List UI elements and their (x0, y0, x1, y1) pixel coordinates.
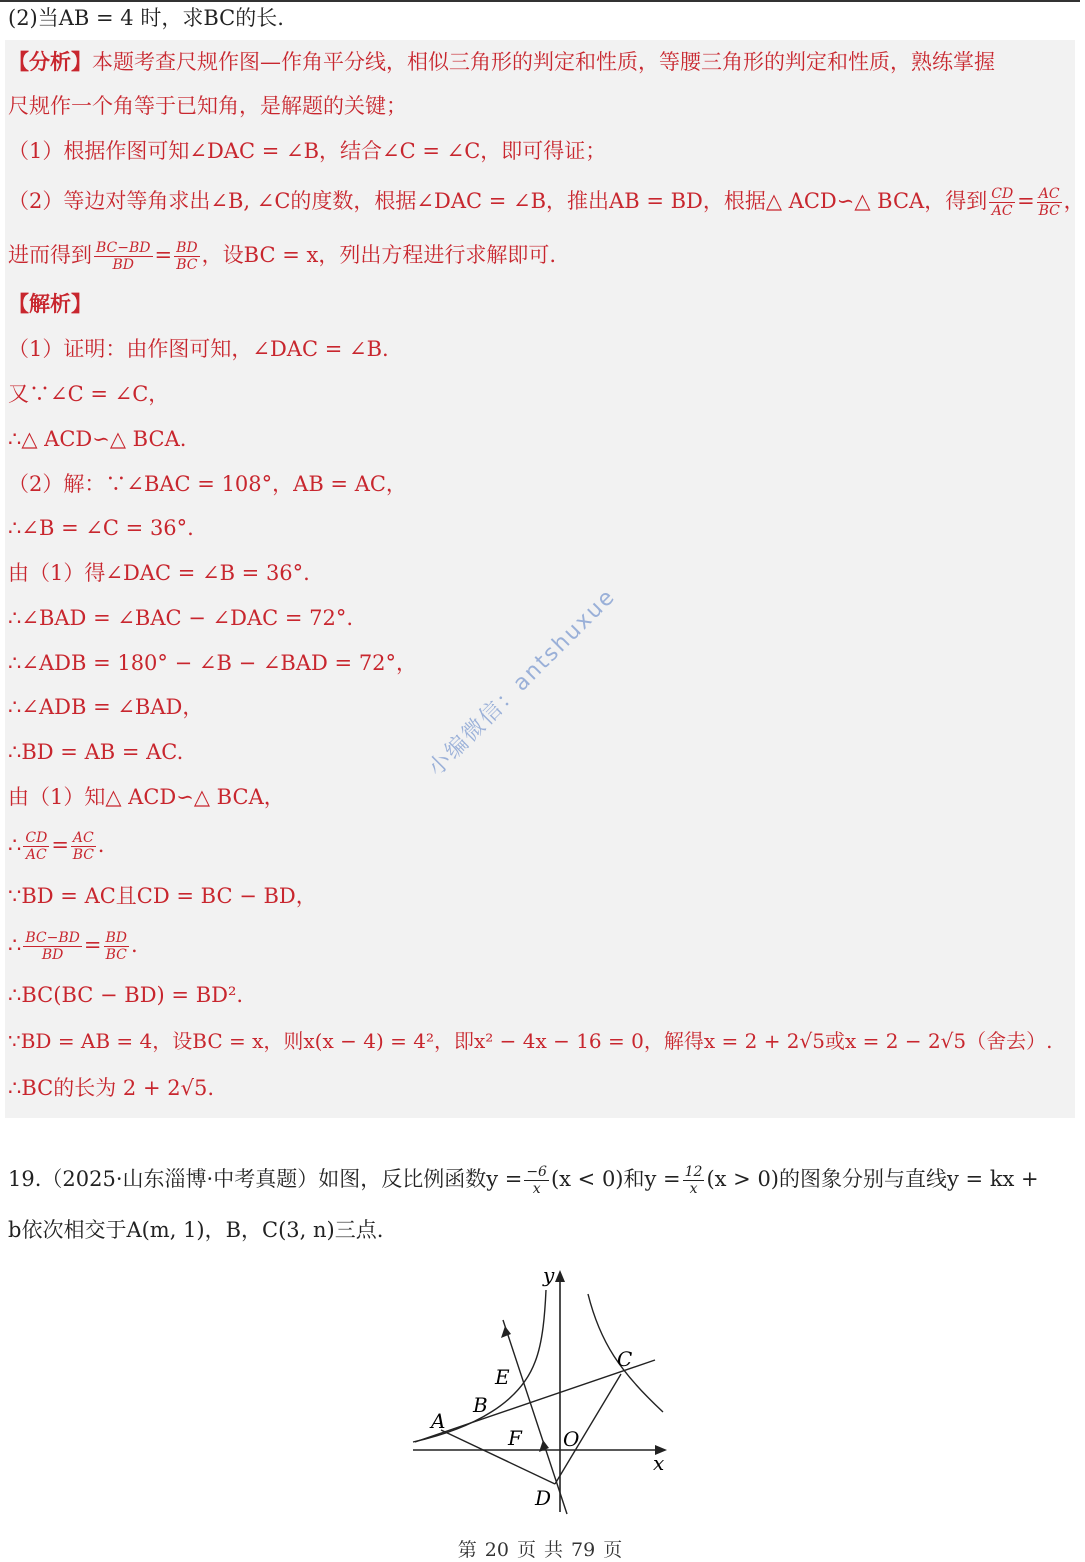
solution-line-6: 由（1）得∠DAC = ∠B = 36°. (8, 561, 310, 585)
fraction (989, 186, 1015, 219)
solution-line-5: ∴∠B = ∠C = 36°. (8, 516, 194, 540)
solution-line-13: ∵BD = AC且CD = BC − BD， (8, 884, 317, 908)
footer-ye: 页 (516, 1539, 536, 1561)
solution-line-16: ∵BD = AB = 4，设BC = x，则x(x − 4) = 4²，即x² − 4x − 16 = 0，解得x = 2 + 2√5或x = 2 − 2√5（舍去）. (8, 1029, 1053, 1053)
footer-ye: 页 (603, 1539, 623, 1561)
solution-line-1: （1）证明：由作图可知，∠DAC = ∠B. (8, 337, 389, 361)
therefore-symbol: ∴ (8, 933, 22, 957)
fraction-denominator: BC (1038, 203, 1060, 219)
label-o: O (563, 1427, 580, 1451)
solution-line-10: ∴BD = AB = AC. (8, 740, 184, 764)
equals-sign: = (51, 833, 69, 857)
line-ac (415, 1360, 655, 1442)
solution-line-8: ∴∠ADB = 180° − ∠B − ∠BAD = 72°， (8, 651, 418, 675)
fraction (524, 1164, 549, 1197)
analysis-title: 【分析】 (8, 49, 92, 74)
punctuation: ， (1063, 189, 1085, 213)
label-d: D (535, 1486, 552, 1510)
fraction-numerator: BD (105, 930, 128, 946)
fraction-numerator: CD (25, 830, 48, 846)
fraction (104, 930, 130, 963)
solution-line-3: ∴△ ACD∽△ BCA. (8, 427, 187, 451)
solution-line-7: ∴∠BAD = ∠BAC − ∠DAC = 72°. (8, 606, 354, 630)
fraction-numerator: AC (1038, 186, 1060, 202)
q19-text-c: (x > 0)的图象分别与直线y = kx + (706, 1167, 1039, 1191)
analysis-line-3: （1）根据作图可知∠DAC = ∠B，结合∠C = ∠C，即可得证； (8, 139, 607, 163)
q19-line-1 (8, 1164, 1039, 1197)
top-rule (0, 0, 1080, 2)
analysis-line-5-text: 进而得到 (8, 243, 92, 267)
solution-title: 【解析】 (8, 291, 92, 316)
equals-sign: = (1017, 189, 1035, 213)
watermark: 小编微信：antshuxue (423, 583, 621, 782)
fraction (23, 830, 49, 863)
solution-line-15: ∴BC(BC − BD) = BD². (8, 983, 244, 1007)
therefore-symbol: ∴ (8, 833, 22, 857)
label-f: F (508, 1426, 522, 1450)
solution-line-2: 又∵∠C = ∠C， (8, 382, 170, 406)
q19-line-2: b依次相交于A(m, 1)，B，C(3, n)三点. (8, 1218, 384, 1242)
y-axis-arrow-icon (555, 1270, 565, 1282)
fraction-numerator: BC−BD (25, 930, 80, 946)
fraction (683, 1164, 705, 1197)
fraction-numerator: BC−BD (96, 240, 151, 256)
fraction-denominator: BC (105, 947, 127, 963)
solution-line-9: ∴∠ADB = ∠BAD， (8, 695, 204, 719)
fraction (23, 930, 82, 963)
fraction-numerator: CD (991, 186, 1014, 202)
arrow-icon (501, 1326, 511, 1338)
fraction (1037, 186, 1062, 219)
label-a: A (431, 1409, 446, 1433)
solution-line-11: 由（1）知△ ACD∽△ BCA， (8, 785, 285, 809)
fraction-denominator: BC (72, 847, 94, 863)
fraction-denominator: AC (25, 847, 47, 863)
label-x: x (653, 1451, 665, 1475)
q19-text-a: 19.（2025·山东淄博·中考真题）如图，反比例函数y = (8, 1167, 523, 1191)
fraction-denominator: x (532, 1181, 541, 1197)
fraction (71, 830, 96, 863)
footer-gong: 共 (544, 1539, 564, 1561)
analysis-line-2: 尺规作一个角等于已知角，是解题的关键； (8, 94, 407, 118)
label-y: y (543, 1263, 555, 1287)
q19-text-b: (x < 0)和y = (550, 1167, 681, 1191)
fraction (94, 240, 153, 273)
fraction-denominator: BC (176, 257, 198, 273)
fraction (174, 240, 200, 273)
analysis-line-4 (8, 186, 1085, 219)
solution-line-14 (8, 930, 138, 963)
solution-line-17: ∴BC的长为 2 + 2√5. (8, 1076, 215, 1100)
solution-line-12 (8, 830, 104, 863)
fraction-denominator: AC (991, 203, 1013, 219)
analysis-line-4-text: （2）等边对等角求出∠B, ∠C的度数，根据∠DAC = ∠B，推出AB = BD，根据△ ACD∽△ BCA，得到 (8, 189, 988, 213)
fraction-denominator: x (689, 1181, 698, 1197)
footer-di: 第 (457, 1539, 477, 1561)
fraction-numerator: BD (176, 240, 198, 256)
label-b: B (473, 1393, 488, 1417)
equals-sign: = (154, 243, 173, 267)
analysis-line-1 (8, 48, 995, 76)
label-c: C (617, 1347, 633, 1371)
total-pages: 79 (571, 1539, 596, 1561)
line-ed (503, 1320, 567, 1514)
fraction-numerator: 12 (684, 1164, 703, 1180)
segment-ad (441, 1430, 555, 1484)
page-number: 20 (484, 1539, 509, 1561)
fraction-numerator: −6 (526, 1164, 547, 1180)
punctuation: . (97, 833, 105, 857)
page-footer (0, 1535, 1080, 1562)
analysis-text-1: 本题考查尺规作图—作角平分线，相似三角形的判定和性质，等腰三角形的判定和性质，熟练掌握 (92, 50, 995, 74)
analysis-line-5 (8, 240, 556, 273)
geometry-figure (405, 1262, 675, 1522)
fraction-denominator: BD (41, 947, 64, 963)
punctuation: . (131, 933, 138, 957)
fraction-denominator: BD (112, 257, 135, 273)
label-e: E (495, 1365, 510, 1389)
analysis-line-5-tail: ，设BC = x，列出方程进行求解即可. (201, 243, 556, 267)
solution-line-4: （2）解：∵∠BAC = 108°，AB = AC， (8, 472, 407, 496)
fraction-numerator: AC (72, 830, 94, 846)
question-part2: (2)当AB = 4 时，求BC的长. (8, 6, 284, 30)
equals-sign: = (83, 933, 102, 957)
